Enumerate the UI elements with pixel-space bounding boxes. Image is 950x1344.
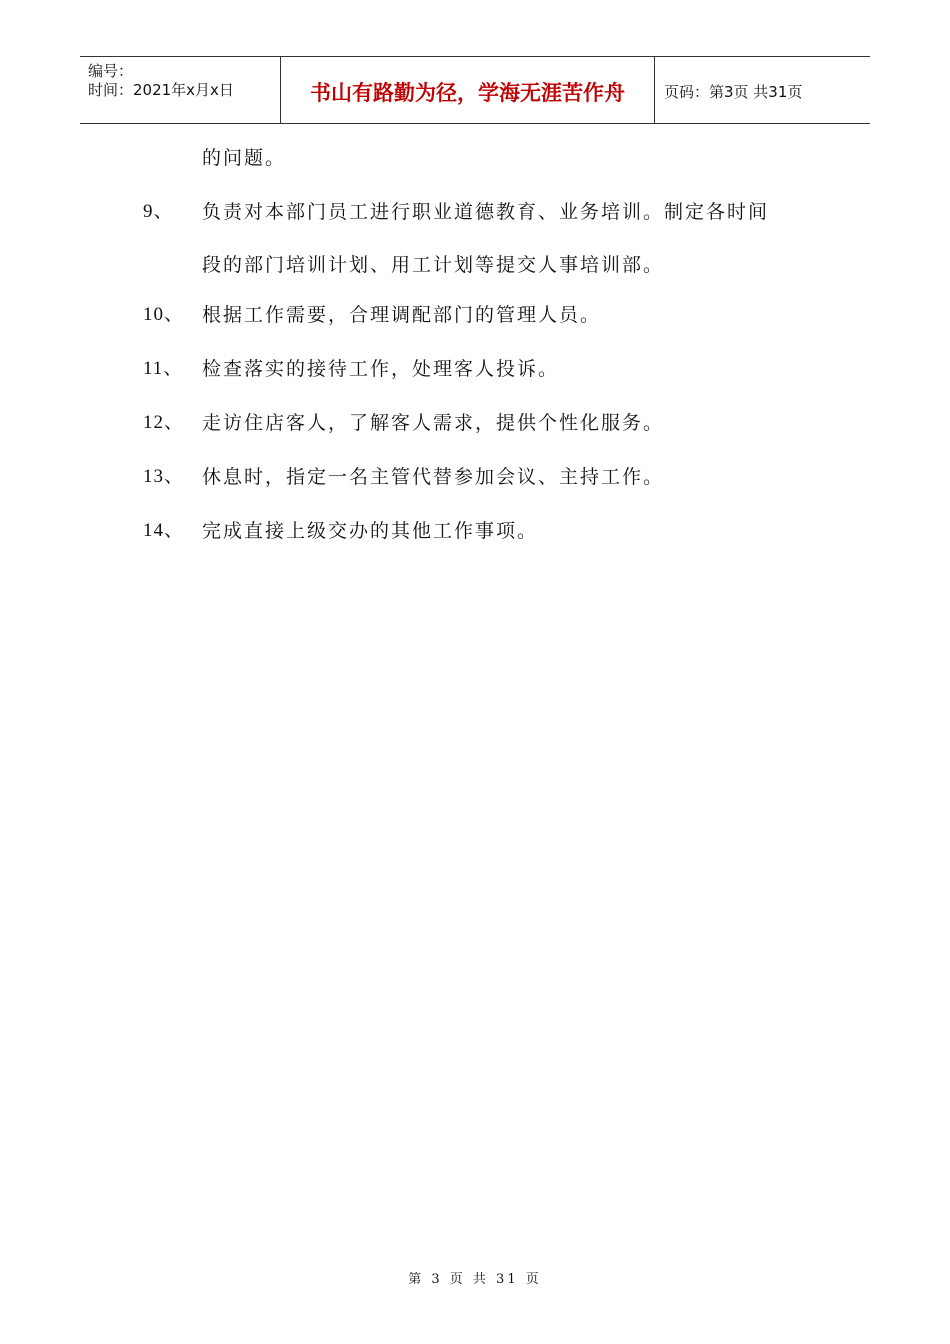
header-page-cell (655, 57, 870, 123)
item-text: 休息时，指定一名主管代替参加会议、主持工作。 (202, 466, 665, 488)
item-text: 检查落实的接待工作，处理客人投诉。 (202, 358, 560, 380)
page-footer: 第 3 页 共 31 页 (408, 1272, 542, 1287)
item-text: 段的部门培训计划、用工计划等提交人事培训部。 (202, 254, 665, 276)
item-number: 10、 (143, 304, 185, 325)
header-motto-cell (281, 57, 655, 123)
item-text: 走访住店客人，了解客人需求，提供个性化服务。 (202, 412, 665, 434)
motto-text: 书山有路勤为径，学海无涯苦作舟 (310, 81, 625, 105)
continuation-text: 的问题。 (202, 147, 287, 169)
number-label: 编号： (88, 62, 134, 80)
item-text: 完成直接上级交办的其他工作事项。 (202, 520, 539, 542)
item-text: 负责对本部门员工进行职业道德教育、业务培训。制定各时间 (202, 201, 770, 223)
time-label: 时间：2021年x月x日 (88, 81, 234, 99)
item-number: 14、 (143, 520, 185, 541)
item-number: 12、 (143, 412, 185, 433)
item-text: 根据工作需要，合理调配部门的管理人员。 (202, 304, 602, 326)
item-number: 11、 (143, 358, 184, 379)
page-info: 页码：第3页 共31页 (664, 82, 803, 101)
item-number: 13、 (143, 466, 185, 487)
item-number: 9、 (143, 201, 174, 222)
document-header (80, 56, 870, 124)
header-meta-cell (80, 57, 281, 123)
